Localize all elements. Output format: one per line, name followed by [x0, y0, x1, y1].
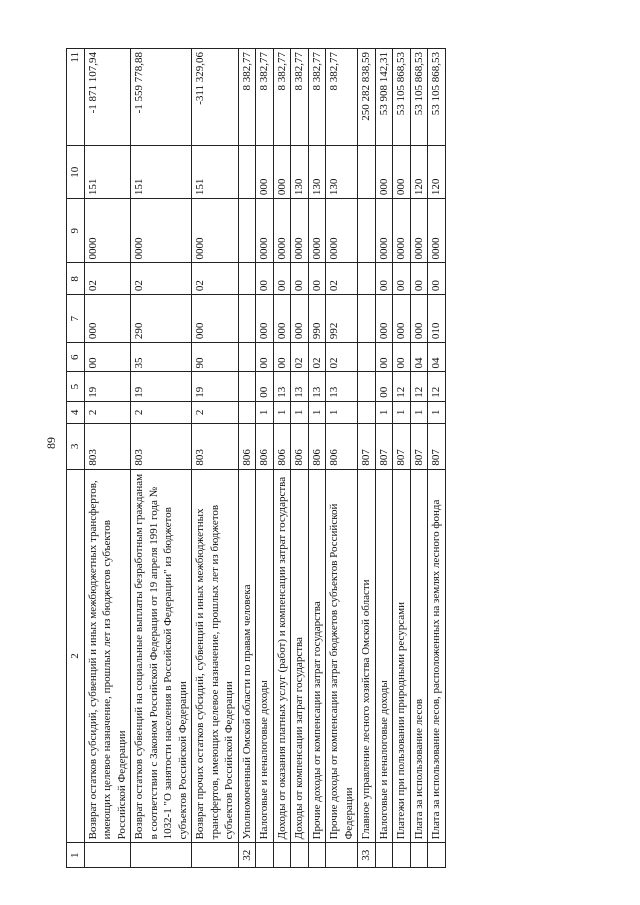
subgroup-code-cell: 12: [410, 372, 428, 401]
admin-code-cell: 806: [326, 423, 358, 469]
admin-code-cell: 806: [273, 423, 291, 469]
article-code-cell: 02: [308, 343, 326, 372]
program-code-cell: 0000: [256, 199, 274, 263]
table-row: [358, 49, 376, 868]
element-code-cell: 00: [273, 263, 291, 295]
row-name-cell: Главное управление лесного хозяйства Омской области: [358, 469, 376, 843]
article-code-cell: [238, 343, 256, 372]
group-code-cell: 1: [326, 401, 358, 423]
header-row: [67, 49, 85, 868]
table-row: [393, 49, 411, 868]
row-number-cell: [410, 843, 428, 868]
row-name-cell: Возврат прочих остатков субсидий, субвенций и иных межбюджетных трансфертов, имеющих целевое назначение, прошлых лет из бюджетов субъектов Российской Федерации: [192, 469, 239, 843]
article-code-cell: 02: [326, 343, 358, 372]
admin-code-cell: 803: [84, 423, 131, 469]
rotated-table-container: [66, 48, 576, 868]
admin-code-cell: 806: [291, 423, 309, 469]
group-code-cell: 2: [84, 401, 131, 423]
article-code-cell: 04: [410, 343, 428, 372]
program-code-cell: 0000: [308, 199, 326, 263]
program-code-cell: 0000: [375, 199, 393, 263]
table-body: [84, 49, 445, 868]
subarticle-code-cell: 290: [131, 295, 192, 343]
table-row: [84, 49, 131, 868]
column-header: 7: [67, 295, 85, 343]
row-number-cell: [308, 843, 326, 868]
element-code-cell: 00: [410, 263, 428, 295]
amount-cell: 8 382,77: [273, 49, 291, 146]
amount-cell: 8 382,77: [326, 49, 358, 146]
row-name-cell: Налоговые и неналоговые доходы: [256, 469, 274, 843]
element-code-cell: 02: [326, 263, 358, 295]
column-header: 6: [67, 343, 85, 372]
row-name-cell: Прочие доходы от компенсации затрат государства: [308, 469, 326, 843]
ecoclass-code-cell: 120: [410, 146, 428, 199]
admin-code-cell: 806: [308, 423, 326, 469]
element-code-cell: 00: [375, 263, 393, 295]
group-code-cell: 1: [273, 401, 291, 423]
admin-code-cell: 806: [256, 423, 274, 469]
amount-cell: -1 871 107,94: [84, 49, 131, 146]
row-number-cell: 33: [358, 843, 376, 868]
subgroup-code-cell: 19: [131, 372, 192, 401]
ecoclass-code-cell: 130: [308, 146, 326, 199]
ecoclass-code-cell: 151: [131, 146, 192, 199]
article-code-cell: 90: [192, 343, 239, 372]
article-code-cell: [358, 343, 376, 372]
program-code-cell: [358, 199, 376, 263]
admin-code-cell: 807: [375, 423, 393, 469]
subgroup-code-cell: 13: [273, 372, 291, 401]
program-code-cell: 0000: [410, 199, 428, 263]
amount-cell: 8 382,77: [238, 49, 256, 146]
group-code-cell: 1: [428, 401, 446, 423]
program-code-cell: 0000: [131, 199, 192, 263]
subgroup-code-cell: [358, 372, 376, 401]
row-number-cell: [393, 843, 411, 868]
admin-code-cell: 807: [428, 423, 446, 469]
article-code-cell: 00: [375, 343, 393, 372]
ecoclass-code-cell: 000: [393, 146, 411, 199]
admin-code-cell: 807: [393, 423, 411, 469]
article-code-cell: 00: [256, 343, 274, 372]
group-code-cell: 2: [131, 401, 192, 423]
amount-cell: -1 559 778,88: [131, 49, 192, 146]
article-code-cell: 04: [428, 343, 446, 372]
group-code-cell: 1: [410, 401, 428, 423]
row-name-cell: Уполномоченный Омской области по правам человека: [238, 469, 256, 843]
group-code-cell: 1: [308, 401, 326, 423]
table-row: [326, 49, 358, 868]
subarticle-code-cell: [358, 295, 376, 343]
subgroup-code-cell: 13: [326, 372, 358, 401]
column-header: 10: [67, 146, 85, 199]
row-name-cell: Возврат остатков субсидий, субвенций и иных межбюджетных трансфертов, имеющих целевое назначение, прошлых лет из бюджетов субъектов Российской Федерации: [84, 469, 131, 843]
row-number-cell: 32: [238, 843, 256, 868]
element-code-cell: [358, 263, 376, 295]
table-row: [428, 49, 446, 868]
article-code-cell: 02: [291, 343, 309, 372]
amount-cell: 8 382,77: [291, 49, 309, 146]
row-name-cell: Возврат остатков субвенций на социальные выплаты безработным гражданам в соответствии с Законом Российской Федерации от 19 апреля 1991 года № 1032-1 "О занятости населения в Российской Федерации" из бюджетов субъектов Российской Федерации: [131, 469, 192, 843]
table-row: [273, 49, 291, 868]
subgroup-code-cell: 00: [256, 372, 274, 401]
element-code-cell: 00: [393, 263, 411, 295]
amount-cell: 53 105 868,53: [428, 49, 446, 146]
ecoclass-code-cell: 000: [256, 146, 274, 199]
ecoclass-code-cell: 000: [273, 146, 291, 199]
column-header: 8: [67, 263, 85, 295]
table-row: [291, 49, 309, 868]
amount-cell: 53 105 868,53: [393, 49, 411, 146]
article-code-cell: 00: [393, 343, 411, 372]
ecoclass-code-cell: [358, 146, 376, 199]
column-header: 2: [67, 469, 85, 843]
row-number-cell: [326, 843, 358, 868]
row-number-cell: [192, 843, 239, 868]
ecoclass-code-cell: 130: [291, 146, 309, 199]
budget-table: [66, 48, 446, 868]
subarticle-code-cell: 992: [326, 295, 358, 343]
program-code-cell: 0000: [428, 199, 446, 263]
amount-cell: 8 382,77: [256, 49, 274, 146]
subarticle-code-cell: 000: [192, 295, 239, 343]
subgroup-code-cell: 19: [84, 372, 131, 401]
row-number-cell: [84, 843, 131, 868]
group-code-cell: [358, 401, 376, 423]
group-code-cell: 1: [291, 401, 309, 423]
group-code-cell: 1: [393, 401, 411, 423]
row-name-cell: Налоговые и неналоговые доходы: [375, 469, 393, 843]
subgroup-code-cell: 13: [291, 372, 309, 401]
amount-cell: -311 329,06: [192, 49, 239, 146]
row-name-cell: Прочие доходы от компенсации затрат бюджетов субъектов Российской Федерации: [326, 469, 358, 843]
subarticle-code-cell: 000: [273, 295, 291, 343]
admin-code-cell: 807: [410, 423, 428, 469]
program-code-cell: 0000: [273, 199, 291, 263]
element-code-cell: 00: [308, 263, 326, 295]
ecoclass-code-cell: 130: [326, 146, 358, 199]
row-number-cell: [256, 843, 274, 868]
admin-code-cell: 807: [358, 423, 376, 469]
program-code-cell: 0000: [84, 199, 131, 263]
subarticle-code-cell: 010: [428, 295, 446, 343]
table-row: [375, 49, 393, 868]
row-name-cell: Плата за использование лесов, расположенных на землях лесного фонда: [428, 469, 446, 843]
row-number-cell: [375, 843, 393, 868]
column-header: 11: [67, 49, 85, 146]
row-name-cell: Доходы от оказания платных услуг (работ) и компенсации затрат государства: [273, 469, 291, 843]
program-code-cell: 0000: [326, 199, 358, 263]
row-name-cell: Платежи при пользовании природными ресурсами: [393, 469, 411, 843]
amount-cell: 250 282 838,59: [358, 49, 376, 146]
row-number-cell: [291, 843, 309, 868]
element-code-cell: 02: [84, 263, 131, 295]
table-row: [131, 49, 192, 868]
column-header: 4: [67, 401, 85, 423]
element-code-cell: 02: [131, 263, 192, 295]
program-code-cell: 0000: [291, 199, 309, 263]
table-row: [192, 49, 239, 868]
program-code-cell: 0000: [192, 199, 239, 263]
group-code-cell: 1: [375, 401, 393, 423]
article-code-cell: 00: [273, 343, 291, 372]
subarticle-code-cell: 000: [84, 295, 131, 343]
ecoclass-code-cell: [238, 146, 256, 199]
subgroup-code-cell: 00: [375, 372, 393, 401]
group-code-cell: 2: [192, 401, 239, 423]
element-code-cell: 00: [428, 263, 446, 295]
element-code-cell: 00: [291, 263, 309, 295]
subgroup-code-cell: 13: [308, 372, 326, 401]
ecoclass-code-cell: 120: [428, 146, 446, 199]
element-code-cell: 00: [256, 263, 274, 295]
subarticle-code-cell: 000: [410, 295, 428, 343]
table-row: [238, 49, 256, 868]
program-code-cell: 0000: [393, 199, 411, 263]
amount-cell: 53 105 868,53: [410, 49, 428, 146]
element-code-cell: [238, 263, 256, 295]
row-name-cell: Плата за использование лесов: [410, 469, 428, 843]
amount-cell: 53 908 142,31: [375, 49, 393, 146]
subgroup-code-cell: 19: [192, 372, 239, 401]
program-code-cell: [238, 199, 256, 263]
article-code-cell: 00: [84, 343, 131, 372]
subarticle-code-cell: 990: [308, 295, 326, 343]
admin-code-cell: 806: [238, 423, 256, 469]
subarticle-code-cell: 000: [256, 295, 274, 343]
group-code-cell: [238, 401, 256, 423]
amount-cell: 8 382,77: [308, 49, 326, 146]
column-header: 3: [67, 423, 85, 469]
group-code-cell: 1: [256, 401, 274, 423]
ecoclass-code-cell: 000: [375, 146, 393, 199]
row-number-cell: [131, 843, 192, 868]
subgroup-code-cell: 12: [428, 372, 446, 401]
admin-code-cell: 803: [131, 423, 192, 469]
column-header: 9: [67, 199, 85, 263]
subarticle-code-cell: 000: [393, 295, 411, 343]
subarticle-code-cell: [238, 295, 256, 343]
ecoclass-code-cell: 151: [192, 146, 239, 199]
element-code-cell: 02: [192, 263, 239, 295]
row-number-cell: [428, 843, 446, 868]
column-header: 5: [67, 372, 85, 401]
row-name-cell: Доходы от компенсации затрат государства: [291, 469, 309, 843]
table-row: [256, 49, 274, 868]
admin-code-cell: 803: [192, 423, 239, 469]
ecoclass-code-cell: 151: [84, 146, 131, 199]
page-number: 89: [44, 437, 58, 449]
table-row: [410, 49, 428, 868]
column-header: 1: [67, 843, 85, 868]
subarticle-code-cell: 000: [291, 295, 309, 343]
article-code-cell: 35: [131, 343, 192, 372]
subarticle-code-cell: 000: [375, 295, 393, 343]
subgroup-code-cell: [238, 372, 256, 401]
table-row: [308, 49, 326, 868]
row-number-cell: [273, 843, 291, 868]
subgroup-code-cell: 12: [393, 372, 411, 401]
